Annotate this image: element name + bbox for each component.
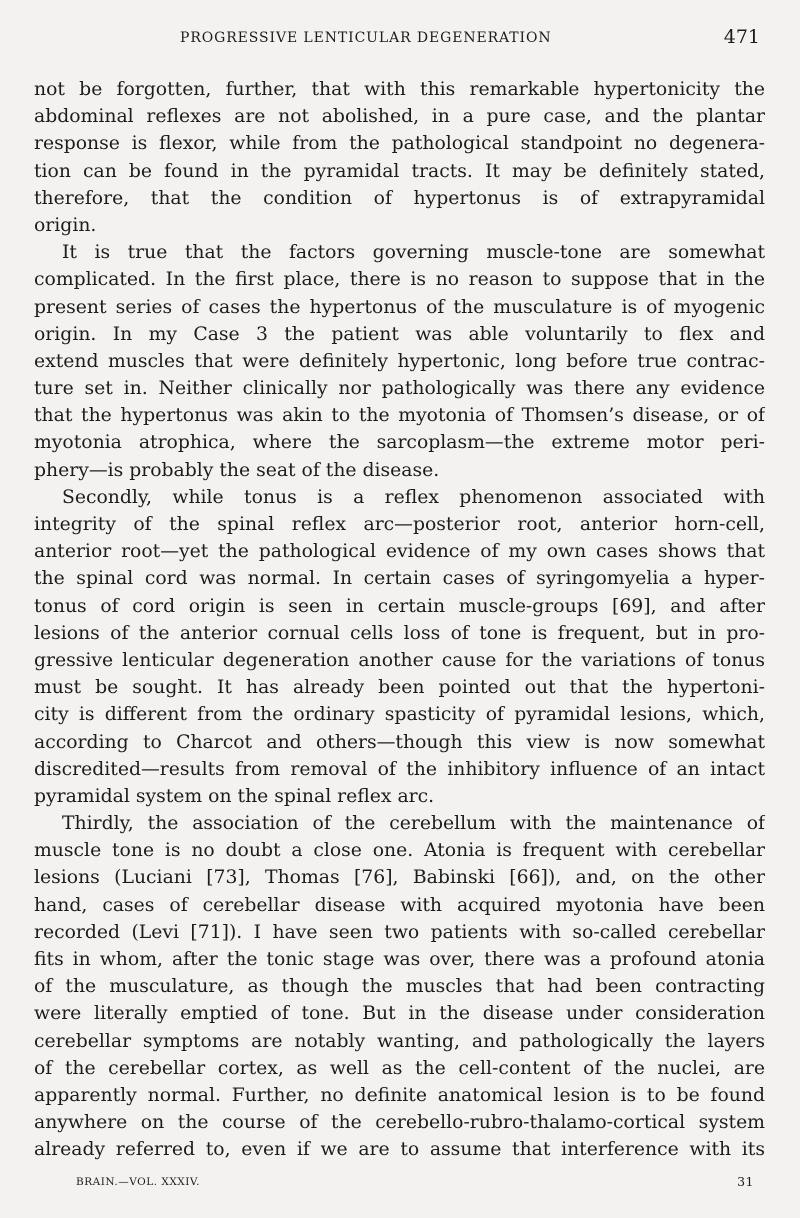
text-line: tonus of cord origin is seen in certain muscle-groups [69], and after <box>34 595 765 617</box>
paragraph <box>34 810 765 1163</box>
text-line: It is true that the factors governing muscle-tone are somewhat <box>62 242 765 264</box>
text-line: origin. <box>34 214 97 236</box>
text-line: cerebellar symptoms are notably wanting, and pathologically the layers <box>34 1030 765 1052</box>
text-line: city is different from the ordinary spasticity of pyramidal lesions, which, <box>34 704 765 726</box>
text-line: apparently normal. Further, no definite anatomical lesion is to be found <box>34 1084 765 1106</box>
paragraph <box>34 76 765 239</box>
text-line: were literally emptied of tone. But in the disease under consideration <box>34 1003 765 1025</box>
page-number: 471 <box>723 26 760 48</box>
text-line: Thirdly, the association of the cerebellum with the maintenance of <box>62 813 765 835</box>
text-line: ture set in. Neither clinically nor pathologically was there any evidence <box>34 378 765 400</box>
text-line: anterior root—yet the pathological evidence of my own cases shows that <box>34 541 765 563</box>
text-line: present series of cases the hypertonus of the musculature is of myogenic <box>34 296 765 318</box>
text-line: not be forgotten, further, that with this remarkable hypertonicity the <box>34 79 765 100</box>
text-line: must be sought. It has already been pointed out that the hypertoni- <box>34 677 765 699</box>
text-line: myotonia atrophica, where the sarcoplasm—the extreme motor peri- <box>34 432 765 454</box>
text-line: already referred to, even if we are to assume that interference with its <box>34 1139 765 1161</box>
signature-mark: 31 <box>737 1174 754 1189</box>
text-line: of the musculature, as though the muscles that had been contracting <box>34 976 765 998</box>
text-line: complicated. In the first place, there is no reason to suppose that in the <box>34 269 765 291</box>
running-header <box>34 26 760 54</box>
journal-volume: BRAIN.—VOL. XXXIV. <box>76 1176 201 1188</box>
text-line: integrity of the spinal reflex arc—posterior root, anterior horn-cell, <box>34 514 765 535</box>
text-line: hand, cases of cerebellar disease with acquired myotonia have been <box>34 894 765 916</box>
text-line: anywhere on the course of the cerebello-rubro-thalamo-cortical system <box>34 1112 765 1134</box>
text-line: discredited—results from removal of the inhibitory influence of an intact <box>34 758 765 780</box>
text-line: pyramidal system on the spinal reflex arc. <box>34 785 435 807</box>
text-line: tion can be found in the pyramidal tracts. It may be definitely stated, <box>34 160 765 182</box>
text-line: the spinal cord was normal. In certain cases of syringomyelia a hyper- <box>34 568 765 590</box>
text-line: lesions of the anterior cornual cells loss of tone is frequent, but in pro- <box>34 622 765 644</box>
running-footer <box>76 1174 754 1192</box>
body-text <box>34 76 765 1164</box>
text-line: of the cerebellar cortex, as well as the cell-content of the nuclei, are <box>34 1057 765 1079</box>
text-line: response is flexor, while from the pathological standpoint no degenera- <box>34 133 765 155</box>
text-line: fits in whom, after the tonic stage was over, there was a profound atonia <box>34 949 765 970</box>
text-line: muscle tone is no doubt a close one. Atonia is frequent with cerebellar <box>34 840 765 862</box>
text-line: origin. In my Case 3 the patient was able voluntarily to flex and <box>34 323 765 345</box>
text-line: therefore, that the condition of hypertonus is of extrapyramidal <box>34 187 765 209</box>
paragraph <box>34 484 765 810</box>
text-line: lesions (Luciani [73], Thomas [76], Babinski [66]), and, on the other <box>34 867 765 889</box>
paragraph <box>34 239 765 484</box>
text-line: Secondly, while tonus is a reflex phenomenon associated with <box>62 486 765 508</box>
text-line: gressive lenticular degeneration another cause for the variations of tonus <box>34 649 765 671</box>
text-line: abdominal reflexes are not abolished, in a pure case, and the plantar <box>34 106 765 128</box>
text-line: phery—is probably the seat of the disease. <box>34 459 440 481</box>
running-title: PROGRESSIVE LENTICULAR DEGENERATION <box>180 30 552 46</box>
text-line: recorded (Levi [71]). I have seen two patients with so-called cerebellar <box>34 921 765 943</box>
text-line: according to Charcot and others—though this view is now somewhat <box>34 731 765 753</box>
text-line: extend muscles that were definitely hypertonic, long before true contrac- <box>34 350 765 372</box>
text-line: that the hypertonus was akin to the myotonia of Thomsen’s disease, or of <box>34 405 765 427</box>
